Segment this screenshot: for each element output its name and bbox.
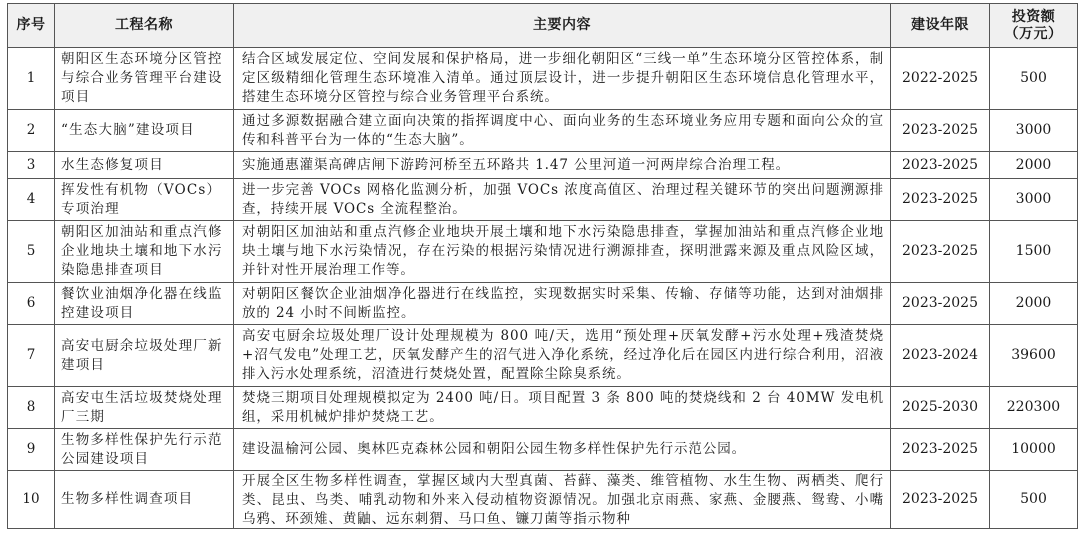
cell-amount: 1500	[990, 221, 1078, 283]
header-investment-line2: （万元）	[1004, 25, 1063, 42]
cell-period: 2022-2025	[891, 48, 990, 110]
table-row	[8, 429, 1078, 471]
cell-content: 建设温榆河公园、奥林匹克森林公园和朝阳公园生物多样性保护先行示范公园。	[234, 429, 891, 471]
table-header-row	[8, 4, 1078, 48]
cell-amount: 500	[990, 471, 1078, 529]
cell-name: 朝阳区加油站和重点汽修企业地块土壤和地下水污染隐患排查项目	[55, 221, 234, 283]
table-row	[8, 48, 1078, 110]
cell-content: 进一步完善 VOCs 网格化监测分析，加强 VOCs 浓度高值区、治理过程关键环节的突出问题溯源排查，持续开展 VOCs 全流程整治。	[234, 179, 891, 221]
cell-period: 2023-2025	[891, 221, 990, 283]
cell-no: 6	[8, 283, 55, 325]
header-period: 建设年限	[891, 4, 990, 48]
cell-amount: 3000	[990, 110, 1078, 152]
table-row	[8, 325, 1078, 387]
cell-no: 4	[8, 179, 55, 221]
cell-content: 高安屯厨余垃圾处理厂设计处理规模为 800 吨/天，选用“预处理+厌氧发酵+污水处理+残渣焚烧+沼气发电”处理工艺，厌氧发酵产生的沼气进入净化系统，经过净化后在园区内进行综合利用，沼液排入污水处理系统，沼渣进行焚烧处置，配置除尘除臭系统。	[234, 325, 891, 387]
cell-no: 3	[8, 152, 55, 179]
cell-name: 餐饮业油烟净化器在线监控建设项目	[55, 283, 234, 325]
table-row	[8, 221, 1078, 283]
cell-no: 9	[8, 429, 55, 471]
cell-amount: 220300	[990, 387, 1078, 429]
cell-name: 高安屯生活垃圾焚烧处理厂三期	[55, 387, 234, 429]
cell-name: 高安屯厨余垃圾处理厂新建项目	[55, 325, 234, 387]
project-table	[7, 3, 1078, 529]
cell-amount: 2000	[990, 152, 1078, 179]
cell-amount: 3000	[990, 179, 1078, 221]
cell-no: 8	[8, 387, 55, 429]
cell-name: 朝阳区生态环境分区管控与综合业务管理平台建设项目	[55, 48, 234, 110]
cell-content: 通过多源数据融合建立面向决策的指挥调度中心、面向业务的生态环境业务应用专题和面向公众的宣传和科普平台为一体的“生态大脑”。	[234, 110, 891, 152]
header-content: 主要内容	[234, 4, 891, 48]
cell-period: 2023-2025	[891, 283, 990, 325]
table-row	[8, 152, 1078, 179]
cell-content	[234, 471, 891, 529]
cell-amount: 500	[990, 48, 1078, 110]
cell-name: 生物多样性调查项目	[55, 471, 234, 529]
header-no: 序号	[8, 4, 55, 48]
cell-period: 2023-2025	[891, 110, 990, 152]
cell-period: 2023-2024	[891, 325, 990, 387]
table-row	[8, 110, 1078, 152]
table-row	[8, 387, 1078, 429]
header-investment	[990, 4, 1078, 48]
cell-no: 7	[8, 325, 55, 387]
cell-amount: 10000	[990, 429, 1078, 471]
cell-content-text: 开展全区生物多样性调查，掌握区域内大型真菌、苔藓、藻类、维管植物、水生生物、两栖类、爬行类、昆虫、鸟类、哺乳动物和外来入侵动植物资源情况。加强北京雨燕、家燕、金腰燕、鸳鸯、小嘴乌鸦、环颈雉、黄鼬、远东刺猬、马口鱼、镰刀菌等指示物种	[242, 473, 884, 527]
cell-content: 结合区域发展定位、空间发展和保护格局，进一步细化朝阳区“三线一单”生态环境分区管控体系，制定区级精细化管理生态环境准入清单。通过顶层设计，进一步提升朝阳区生态环境信息化管理水平，搭建生态环境分区管控与综合业务管理平台系统。	[234, 48, 891, 110]
header-investment-line1: 投资额	[1011, 8, 1056, 25]
cell-period: 2023-2025	[891, 152, 990, 179]
cell-amount: 39600	[990, 325, 1078, 387]
cell-no: 2	[8, 110, 55, 152]
table-row	[8, 179, 1078, 221]
cell-name: 生物多样性保护先行示范公园建设项目	[55, 429, 234, 471]
cell-content: 实施通惠灌渠高碑店闸下游跨河桥至五环路共 1.47 公里河道一河两岸综合治理工程。	[234, 152, 891, 179]
cell-no: 1	[8, 48, 55, 110]
cell-no: 5	[8, 221, 55, 283]
cell-name: 水生态修复项目	[55, 152, 234, 179]
cell-amount: 2000	[990, 283, 1078, 325]
cell-name: 挥发性有机物（VOCs）专项治理	[55, 179, 234, 221]
cell-period: 2023-2025	[891, 429, 990, 471]
cell-content: 对朝阳区加油站和重点汽修企业地块开展土壤和地下水污染隐患排查，掌握加油站和重点汽修企业地块土壤与地下水污染情况，存在污染的根据污染情况进行溯源排查，探明泄露来源及重点风险区域，并针对性开展治理工作等。	[234, 221, 891, 283]
table-row	[8, 471, 1078, 529]
cell-content: 对朝阳区餐饮企业油烟净化器进行在线监控，实现数据实时采集、传输、存储等功能，达到对油烟排放的 24 小时不间断监控。	[234, 283, 891, 325]
cell-no: 10	[8, 471, 55, 529]
table-row	[8, 283, 1078, 325]
cell-content: 焚烧三期项目处理规模拟定为 2400 吨/日。项目配置 3 条 800 吨的焚烧线和 2 台 40MW 发电机组，采用机械炉排炉焚烧工艺。	[234, 387, 891, 429]
cell-name: “生态大脑”建设项目	[55, 110, 234, 152]
cell-period: 2025-2030	[891, 387, 990, 429]
cell-period: 2023-2025	[891, 471, 990, 529]
header-name: 工程名称	[55, 4, 234, 48]
cell-period: 2023-2025	[891, 179, 990, 221]
